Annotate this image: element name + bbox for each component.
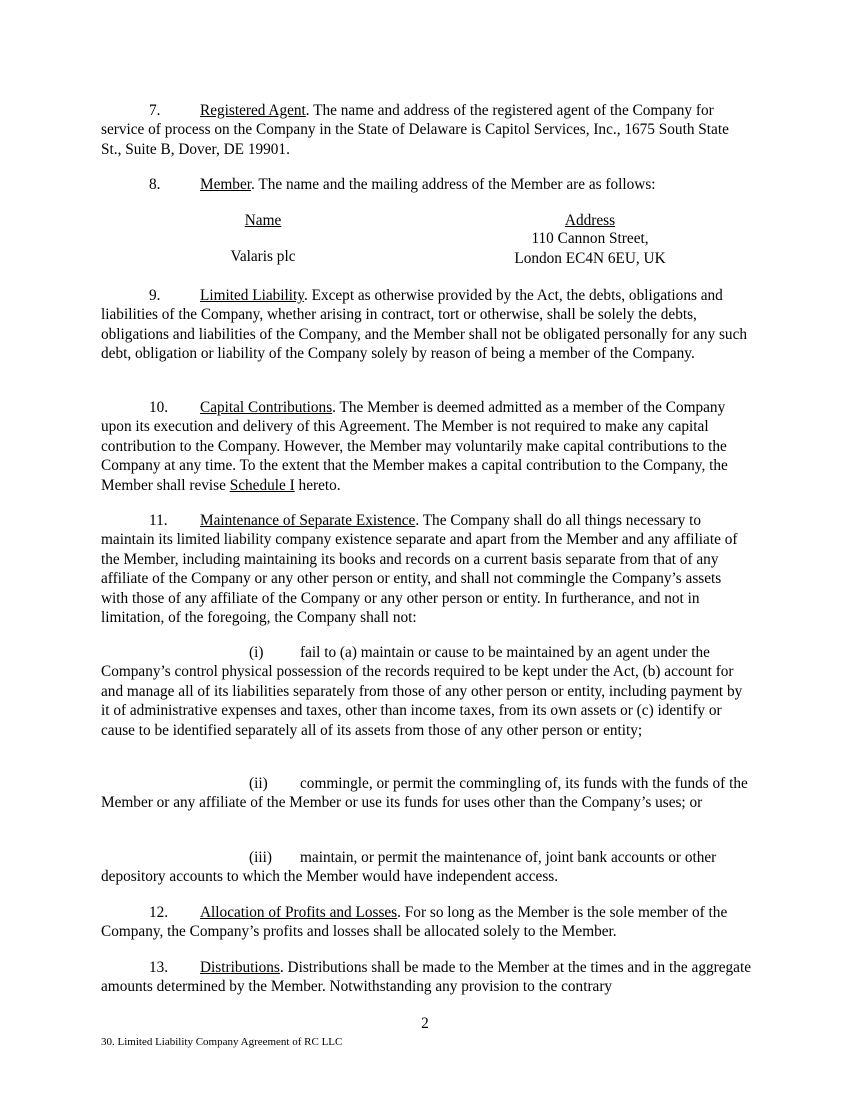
address-line-2: London EC4N 6EU, UK xyxy=(514,250,666,267)
section-8 xyxy=(101,175,751,194)
address-line-1: 110 Cannon Street, xyxy=(531,230,649,247)
section-heading: Capital Contributions xyxy=(200,399,333,416)
section-number: 7. xyxy=(149,102,161,119)
page-number: 2 xyxy=(421,1015,429,1032)
subsection-text: maintain, or permit the maintenance of, joint bank accounts or other depository accounts to which the Member would have independent access. xyxy=(101,849,717,886)
subsection-number: (iii) xyxy=(249,849,272,866)
section-7 xyxy=(101,101,751,159)
subsection-number: (ii) xyxy=(249,775,268,792)
member-name: Valaris plc xyxy=(230,248,296,265)
section-10: 10. Capital Contributions. The Member is deemed admitted as a member of the Company upon its execution and delivery of this Agreement. The Member is not required to make any capital contribution to the Company. However, the Member may voluntarily make capital contributions to the Company at any time. To the extent that the Member makes a capital contribution to the Company, the Member shall revise Schedule I hereto. xyxy=(101,399,728,494)
section-number: 11. xyxy=(149,512,168,529)
section-text: . The Member is deemed admitted as a member of the Company upon its execution and delivery of this Agreement. The Member is not required to make any capital contribution to the Company. However, the Member may voluntarily make capital contributions to the Company at any time. To the extent that the Member makes a capital contribution to the Company, the Member shall revise xyxy=(101,399,728,494)
section-number: 8. xyxy=(149,176,161,193)
section-text: . The Company shall do all things necessary to maintain its limited liability company existence separate and apart from the Member and any affiliate of the Member, including maintaining its books and records on a current basis separate from that of any affiliate of the Company or any other person or entity, and shall not commingle the Company’s assets with those of any affiliate of the Company or any other person or entity. In furtherance, and not in limitation, of the foregoing, the Company shall not: xyxy=(101,512,738,627)
section-13 xyxy=(101,958,751,997)
address-header: Address xyxy=(564,212,616,229)
subsection-i xyxy=(101,643,751,740)
subsection-iii xyxy=(101,848,751,887)
section-number: 9. xyxy=(149,287,161,304)
section-text: . Except as otherwise provided by the Act, the debts, obligations and liabilities of the Company, whether arising in contract, tort or otherwise, shall be solely the debts, obligations and liabilities of the Company, and the Member shall not be obligated personally for any such debt, obligation or liability of the Company solely by reason of being a member of the Company. xyxy=(101,287,748,363)
section-number: 10. xyxy=(149,399,169,416)
section-11 xyxy=(101,511,751,627)
section-heading: Limited Liability xyxy=(200,287,304,304)
subsection-ii xyxy=(101,774,751,813)
section-9 xyxy=(101,286,751,364)
section-heading: Registered Agent xyxy=(200,102,306,119)
section-heading: Maintenance of Separate Existence xyxy=(200,512,416,529)
subsection-number: (i) xyxy=(249,644,264,661)
section-heading: Distributions xyxy=(200,959,280,976)
section-heading: Member xyxy=(200,176,251,193)
subsection-text: fail to (a) maintain or cause to be maintained by an agent under the Company’s control physical possession of the records required to be kept under the Act, (b) account for and manage all of its liabilities separately from those of any other person or entity, including payment by it of administrative expenses and taxes, other than income taxes, from its own assets or (c) identify or cause to be identified separately all of its assets from those of any other person or entity; xyxy=(101,644,743,739)
section-12 xyxy=(101,903,751,942)
section-text: . The name and address of the registered agent of the Company for service of process on the Company in the State of Delaware is Capitol Services, Inc., 1675 South State St., Suite B, Dover, DE 19901. xyxy=(101,102,729,158)
section-text: . Distributions shall be made to the Member at the times and in the aggregate amounts determined by the Member. Notwithstanding any provision to the contrary xyxy=(101,959,751,996)
schedule-reference: Schedule I xyxy=(229,476,295,494)
subsection-text: commingle, or permit the commingling of, its funds with the funds of the Member or any affiliate of the Member or use its funds for uses other than the Company’s uses; or xyxy=(101,775,748,812)
name-header: Name xyxy=(244,212,282,229)
section-number: 13. xyxy=(149,959,169,976)
section-heading: Allocation of Profits and Losses xyxy=(200,904,398,921)
section-text: . For so long as the Member is the sole member of the Company, the Company’s profits and losses shall be allocated solely to the Member. xyxy=(101,904,728,941)
footer-text: 30. Limited Liability Company Agreement of RC LLC xyxy=(101,1036,343,1048)
section-text: . The name and the mailing address of the Member are as follows: xyxy=(250,176,656,193)
section-number: 12. xyxy=(149,904,169,921)
